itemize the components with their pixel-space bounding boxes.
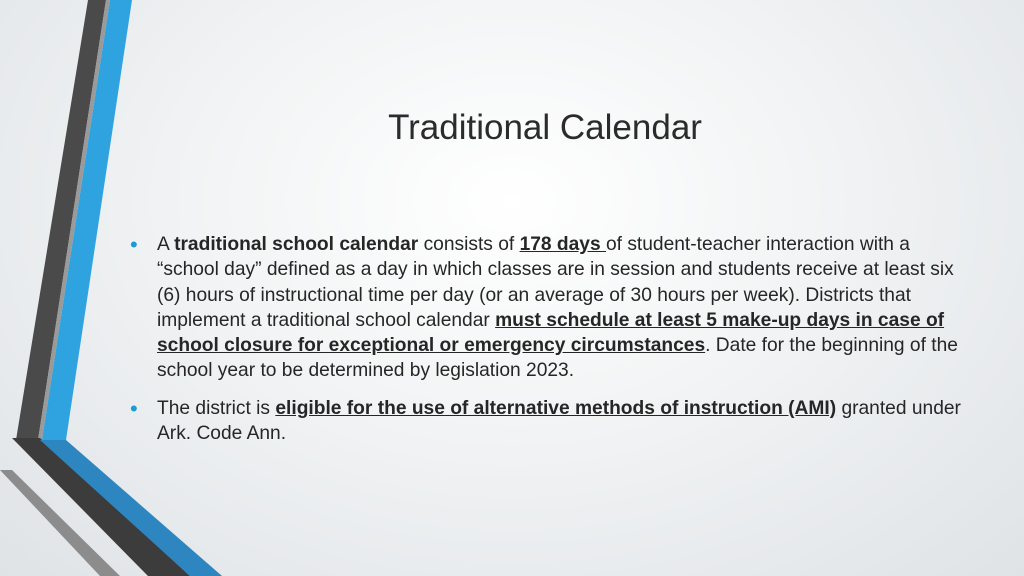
bullet-text-run: consists of (418, 234, 520, 255)
bullet-dot-icon: • (130, 395, 138, 421)
slide-title: Traditional Calendar (388, 108, 702, 147)
bullet-text-run: 178 days (519, 234, 606, 255)
bullet-text-run: traditional school calendar (174, 234, 419, 255)
bullet-text-run: The district is (157, 397, 276, 419)
bullet-dot-icon: • (130, 232, 138, 257)
bullet-text-run: of student-teacher interaction with a “school day” defined as a day in which classes are in session and students receive at least six (6) hours of instructional time per day (or an average of 30 hours per week). Districts that implement a traditional school calendar (157, 234, 954, 331)
bullet-text-run: A (157, 234, 175, 255)
bullet-text-run: must schedule at least 5 make-up days in case of school closure for exceptional or emergency circumstances (157, 309, 945, 357)
bullet-text-run: eligible for the use of alternative methods of instruction (AMI) (275, 397, 837, 419)
bullet-text-run: granted under Ark. Code Ann. (157, 397, 961, 445)
bullet-text-run: . Date for the beginning of the school year to be determined by legislation 2023. (157, 335, 958, 382)
bullet-item (128, 396, 964, 447)
bullet-list (128, 232, 964, 446)
bullet-item (128, 232, 964, 384)
